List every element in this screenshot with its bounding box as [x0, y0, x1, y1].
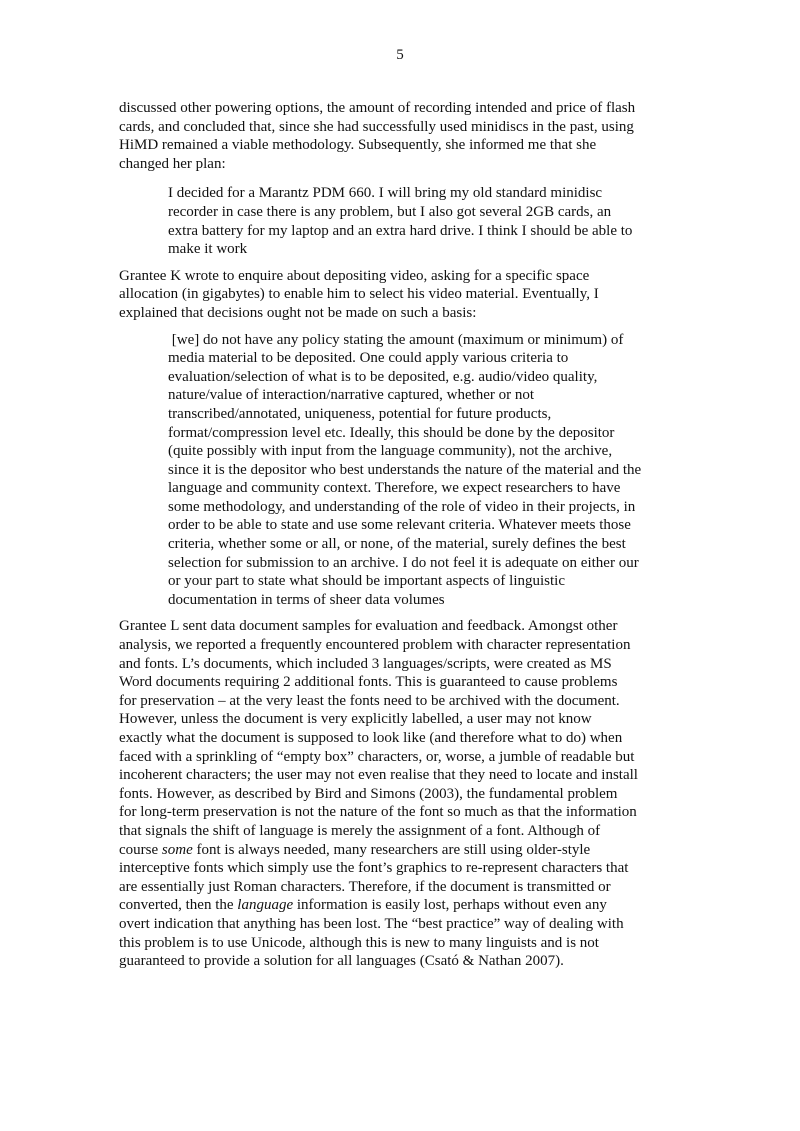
blockquote [119, 331, 700, 610]
text-line: for preservation – at the very least the fonts need to be archived with the document. [119, 692, 620, 709]
text-line: fonts. However, as described by Bird and Simons (2003), the fundamental problem [119, 785, 618, 802]
text-segment: course [119, 841, 162, 858]
text-line: that signals the shift of language is merely the assignment of a font. Although of [119, 822, 601, 839]
paragraph [119, 267, 700, 323]
italic-text: some [161, 841, 193, 858]
text-line: transcribed/annotated, uniqueness, potential for future products, [168, 405, 552, 422]
text-line: media material to be deposited. One could apply various criteria to [168, 350, 569, 367]
text-line: format/compression level etc. Ideally, this should be done by the depositor [168, 424, 615, 441]
text-segment: font is always needed, many researchers are still using older-style [192, 841, 591, 858]
text-line: evaluation/selection of what is to be deposited, e.g. audio/video quality, [168, 368, 598, 385]
text-line: I decided for a Marantz PDM 660. I will bring my old standard minidisc [168, 185, 603, 202]
paragraph [119, 617, 700, 970]
italic-text: language [237, 897, 294, 914]
text-line: faced with a sprinkling of “empty box” characters, or, worse, a jumble of readable but [119, 748, 635, 765]
text-line: However, unless the document is very explicitly labelled, a user may not know [119, 711, 592, 728]
text-line: order to be able to state and use some relevant criteria. Whatever meets those [168, 517, 631, 534]
text-line: interceptive fonts which simply use the font’s graphics to re-represent characters that [119, 860, 629, 877]
text-line: this problem is to use Unicode, although this is new to many linguists and is not [119, 934, 599, 951]
blockquote [119, 184, 700, 258]
text-line: selection for submission to an archive. I do not feel it is adequate on either our [168, 554, 639, 571]
text-line: allocation (in gigabytes) to enable him to select his video material. Eventually, I [119, 286, 599, 303]
text-line [119, 841, 700, 860]
text-line: analysis, we reported a frequently encountered problem with character representation [119, 637, 631, 654]
text-line: guaranteed to provide a solution for all languages (Csató & Nathan 2007). [119, 953, 564, 970]
text-line: (quite possibly with input from the language community), not the archive, [168, 443, 613, 460]
page-body [119, 99, 700, 979]
page-number: 5 [396, 47, 404, 63]
text-line: exactly what the document is supposed to look like (and therefore what to do) when [119, 730, 623, 746]
text-line: some methodology, and understanding of the role of video in their projects, in [168, 498, 636, 515]
text-line: incoherent characters; the user may not even realise that they need to locate and install [119, 767, 638, 784]
text-line: documentation in terms of sheer data volumes [168, 591, 445, 608]
text-line: overt indication that anything has been lost. The “best practice” way of dealing with [119, 915, 624, 932]
text-line: make it work [168, 241, 248, 258]
text-line: for long-term preservation is not the nature of the font so much as that the information [119, 804, 637, 821]
text-line: and fonts. L’s documents, which included 3 languages/scripts, were created as MS [119, 655, 612, 672]
text-segment: information is easily lost, perhaps without even any [293, 897, 607, 914]
text-line: Grantee K wrote to enquire about depositing video, asking for a specific space [119, 267, 590, 284]
text-line: recorder in case there is any problem, but I also got several 2GB cards, an [168, 203, 612, 220]
text-line: criteria, whether some or all, or none, of the material, surely defines the best [168, 536, 626, 553]
text-line: [we] do not have any policy stating the amount (maximum or minimum) of [168, 331, 624, 348]
text-line: Grantee L sent data document samples for evaluation and feedback. Amongst other [119, 618, 618, 635]
text-line: extra battery for my laptop and an extra hard drive. I think I should be able to [168, 222, 633, 239]
text-line: HiMD remained a viable methodology. Subsequently, she informed me that she [119, 137, 597, 154]
text-line: nature/value of interaction/narrative captured, whether or not [168, 387, 535, 404]
text-line: since it is the depositor who best understands the nature of the material and the [168, 461, 642, 478]
text-segment: converted, then the [119, 897, 238, 914]
paragraph [119, 99, 700, 173]
text-line: cards, and concluded that, since she had successfully used minidiscs in the past, using [119, 118, 634, 135]
text-line: explained that decisions ought not be made on such a basis: [119, 304, 477, 321]
text-line [119, 896, 700, 915]
text-line: language and community context. Therefore, we expect researchers to have [168, 480, 621, 497]
text-line: changed her plan: [119, 155, 226, 172]
text-line: Word documents requiring 2 additional fonts. This is guaranteed to cause problems [119, 674, 618, 691]
text-line: discussed other powering options, the amount of recording intended and price of flash [119, 100, 636, 116]
text-line: are essentially just Roman characters. Therefore, if the document is transmitted or [119, 878, 611, 895]
text-line: or your part to state what should be important aspects of linguistic [168, 573, 566, 590]
